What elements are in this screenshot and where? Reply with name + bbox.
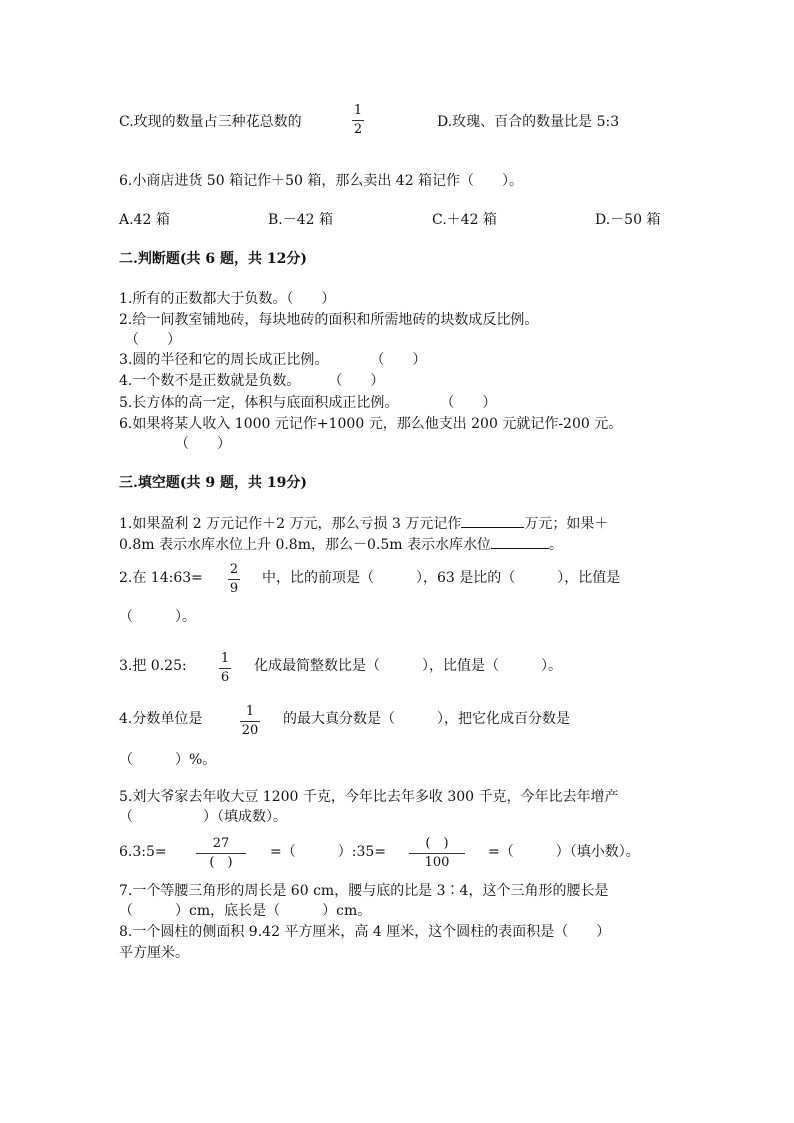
fill-q3-fraction bbox=[219, 651, 231, 686]
fraction-numerator: 1 bbox=[220, 651, 230, 666]
fill-q7-line2: （ ）cm，底长是（ ）cm。 bbox=[119, 903, 372, 919]
fill-q6-text-b: =（ ）:35= bbox=[270, 844, 386, 860]
fill-q6-fraction-1 bbox=[196, 836, 246, 871]
fraction-bar bbox=[219, 668, 231, 669]
fill-q2-text-a: 2.在 14:63= bbox=[119, 570, 203, 586]
fill-q5-line2: （ ）（填成数）。 bbox=[119, 809, 287, 825]
q6-option-c: C.＋42 箱 bbox=[432, 212, 497, 228]
fill-q6-text-a: 6.3:5= bbox=[119, 844, 167, 860]
fraction-denominator: 2 bbox=[353, 122, 363, 137]
fill-q2-fraction bbox=[228, 562, 240, 597]
fraction-bar bbox=[196, 853, 246, 854]
q5-option-d-text: D.玫瑰、百合的数量比是 5:3 bbox=[437, 114, 620, 130]
fill-q1-text-b: 万元；如果＋ bbox=[524, 516, 609, 532]
fill-q8-line2: 平方厘米。 bbox=[119, 945, 189, 961]
fraction-numerator: 1 bbox=[353, 103, 363, 118]
fill-q3-text-a: 3.把 0.25: bbox=[119, 658, 187, 674]
fill-q6-text-c: =（ ）（填小数）。 bbox=[488, 844, 640, 860]
fraction-numerator: 1 bbox=[245, 704, 255, 719]
judge-item-6: 6.如果将某人收入 1000 元记作+1000 元，那么他支出 200 元就记作-200 元。 bbox=[119, 416, 623, 432]
q6-option-b: B.－42 箱 bbox=[268, 212, 334, 228]
q6-option-d: D.－50 箱 bbox=[595, 212, 661, 228]
fill-q4-text-b: 的最大真分数是（ ），把它化成百分数是 bbox=[283, 711, 570, 727]
fill-q8-line1: 8.一个圆柱的侧面积 9.42 平方厘米，高 4 厘米，这个圆柱的表面积是（ ） bbox=[119, 924, 611, 940]
fraction-denominator: ( ) bbox=[209, 855, 233, 870]
judge-item-5: 5.长方体的高一定，体积与底面积成正比例。 （ ） bbox=[119, 395, 497, 411]
fill-q3-text-b: 化成最简整数比是（ ），比值是（ ）。 bbox=[254, 658, 562, 674]
q6-stem: 6.小商店进货 50 箱记作＋50 箱，那么卖出 42 箱记作（ ）。 bbox=[119, 173, 524, 189]
fill-q5-line1: 5.刘大爷家去年收大豆 1200 千克，今年比去年多收 300 千克，今年比去年增产 bbox=[119, 789, 619, 805]
fill-q1-text-d: 。 bbox=[548, 537, 563, 553]
fill-q1-text-c: 0.8m 表示水库水位上升 0.8m，那么－0.5m 表示水库水位 bbox=[119, 537, 491, 553]
fill-q6-fraction-2 bbox=[409, 836, 465, 871]
fill-q1-blank-2[interactable] bbox=[491, 534, 549, 549]
q5-option-c-fraction bbox=[352, 103, 364, 138]
fill-q2-text-c: （ ）。 bbox=[119, 609, 196, 625]
fill-q1-line2 bbox=[119, 534, 563, 555]
section-3-title: 三.填空题(共 9 题，共 19分) bbox=[119, 475, 307, 491]
judge-item-3: 3.圆的半径和它的周长成正比例。 （ ） bbox=[119, 352, 427, 368]
q6-option-a: A.42 箱 bbox=[119, 212, 170, 228]
fraction-bar bbox=[352, 120, 364, 121]
fill-q2-text-b: 中，比的前项是（ ），63 是比的（ ），比值是 bbox=[262, 570, 621, 586]
section-2-title: 二.判断题(共 6 题，共 12分) bbox=[119, 251, 307, 267]
fraction-bar bbox=[240, 721, 260, 722]
fill-q1-blank-1[interactable] bbox=[461, 513, 524, 528]
fraction-denominator: 9 bbox=[229, 581, 239, 596]
judge-item-4: 4.一个数不是正数就是负数。 （ ） bbox=[119, 373, 385, 389]
fill-q4-text-a: 4.分数单位是 bbox=[119, 711, 203, 727]
judge-item-6-paren: （ ） bbox=[175, 436, 231, 452]
fill-q4-fraction bbox=[240, 704, 260, 739]
fill-q1-line1 bbox=[119, 513, 608, 534]
fraction-denominator: 20 bbox=[241, 723, 259, 738]
fraction-numerator: 2 bbox=[229, 562, 239, 577]
judge-item-2-paren: （ ） bbox=[125, 332, 181, 348]
fraction-denominator: 6 bbox=[220, 670, 230, 685]
q5-option-c-text: C.玫现的数量占三种花总数的 bbox=[119, 114, 302, 130]
judge-item-1: 1.所有的正数都大于负数。（ ） bbox=[119, 291, 336, 307]
fraction-bar bbox=[409, 853, 465, 854]
fill-q1-text-a: 1.如果盈利 2 万元记作＋2 万元，那么亏损 3 万元记作 bbox=[119, 516, 462, 532]
judge-item-2: 2.给一间教室铺地砖，每块地砖的面积和所需地砖的块数成反比例。 bbox=[119, 312, 539, 328]
fill-q7-line1: 7.一个等腰三角形的周长是 60 cm，腰与底的比是 3∶4，这个三角形的腰长是 bbox=[119, 883, 609, 899]
fraction-bar bbox=[228, 579, 240, 580]
fraction-numerator: 27 bbox=[212, 836, 230, 851]
fill-q4-text-c: （ ）%。 bbox=[119, 752, 217, 768]
fraction-denominator: 100 bbox=[424, 855, 450, 870]
fraction-numerator: ( ) bbox=[425, 836, 449, 851]
